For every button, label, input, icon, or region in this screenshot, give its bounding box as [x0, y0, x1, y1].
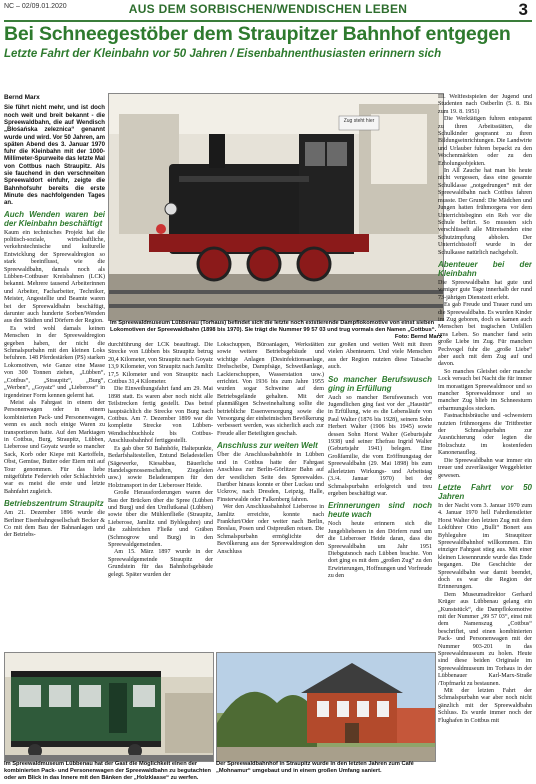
header-rule [4, 20, 532, 22]
subhead-wenden: Auch Wenden waren bei der Kleinbahn beschäftigt [4, 209, 105, 228]
column-6 [438, 94, 532, 782]
photo-credit: Foto: Bernd Marx [394, 333, 442, 340]
author-name: Bernd Marx [4, 94, 40, 101]
subhead-anschluss: Anschluss zur weiten Welt [217, 441, 318, 451]
subhead-letzte-fahrt: Letzte Fahrt vor 50 Jahren [438, 482, 532, 501]
subhead-berufswunsch: So mancher Berufswusch ging in Erfüllung [328, 374, 432, 393]
station-caption: Der Spreewaldbahnhof in Straupitz wurde in den letzten Jahren zum Café „Mohnamur“ umgebaut und in einem großen Umfang saniert. [216, 761, 414, 774]
paragraph: Noch heute erinnern sich die Jungebliebenen in den Dörfern rund um die Lieberoser Heide daran, dass die Spreewaldbahn um Jahr 1951 Diebgutsnoch nach Lübben brachte. Von dort ging es mit dem „großen Zug“ zu den Erwirterungen, Hoffnungen und Vorfreude zu den [328, 521, 432, 580]
column-3 [108, 342, 213, 640]
locomotive-illustration [109, 94, 443, 320]
paragraph: Mit der letzten Fahrt der Schmalspurbahn war aber noch nicht gänzlich mit der Spreewaldbahn Schluss. Es wurde immer noch der Flughafen in Cottbus mit [438, 688, 532, 724]
paragraph: Lokschuppen, Büroanlagen, Werkstätten sowie weitere Betriebsgebäude und wichtige Anlagen (Desinfektionsanlage, Drehscheibe, Dampfsäge, Schweißanlage, Lackierschuppen, Wasserstation usw.) errichtet. Von 1936 bis zum Jahre 1955 wurden sogar Schweine auf dem Betriebsgelände gehalten. Mit der planmäßigen Schweinehaltung sollte die betriebliche Essenversorgung sowie die Versorgung der einheimischen Bevölkerung verbessert werden, was sicherlich auch zur Freude aller Beteiligten geschah. [217, 342, 324, 437]
paragraph: So manches Gleishet oder manche Lock versuch bei Nacht die für immer im morastigen Spreewaldmoor und so mancher Spreewaldmoor und so mancher Zug blieb im Schneesturm erbarmungslos stecken. [438, 368, 532, 412]
paragraph: Die Spreewaldbahn war immer ein treuer und zuverlässiger Weggebleiter gewesen. [438, 457, 532, 479]
page-number: 3 [518, 0, 528, 19]
paragraph: In der Nacht vom 3. Januar 1970 zum 4. Januar 1970 hell Fahrdienstleiter Horst Walter den letzten Zug mit dem Lokführer Otto „Bulli“ Bonert aus Byhleguhre im Straupitzer Spreewaldbahnhof willkommen. Ein einziger Fahrgast stieg aus. Mit einer kleinen Liesennrunde wurde das Ende begangen. Die Geschichte der Spreewaldbahn war damit beendet, doch es war die Region der Erinnerungen. [438, 502, 532, 591]
paragraph: Große Herausforderungen waren der Bau der Brücken über die Spree (Lübben und Burg) und den Umflutkanal (Lübben) sowie über die Mühlenfließe (Straupitz, Lieberose, Jamlitz und Byhleguhre) und die zahlreichen Fließe und Gräben (Schmogrow und Burg) in den Spreewaldgemeinden. [108, 490, 213, 548]
paragraph: Dem Museumsdirektor Gerhard Krüger aus Lübbenau gelang ein „Kunststück“, die Dampflokomotive mit der Nummer „99 57 03“, einst mit dem Namenszug „Cottbus“ beschriftet, und einen kombinierten Pack- und Personenwagen mit der Nummer 903-201 in das Spreewaldmuseum zu holen. Heute sind diese beiden Originale im Spreewaldmuseum im Torhaus in der Lübbenauer Karl-Marx-Straße /Topfmarkt zu bestaunen. [438, 591, 532, 687]
column-4 [217, 342, 324, 640]
main-photo-caption [110, 320, 442, 340]
paragraph: Es gab über 50 Bahnhöfe, Haltepunkte, Bedarfshaltestellen, Entund Beladestellen (Sägewerke, Kiesabbau, Bäuerliche Handelsgenossenschaften, Ziegeleien usw.) sowie Beladerampen für den Holztransport in der Lieberoser Heide. [108, 445, 213, 489]
passenger-car-caption: Im Spreewaldmuseum Lübbenau hat der Gast die Möglichkeit einen der kombinierten Pack- und Personenwagen der Spreewaldbahn zu begutachten oder am Blick in das Innere mit den Bänken der „Holzklasse“ zu werfen. [4, 761, 212, 781]
column-1 [4, 94, 105, 654]
paragraph: zur großen und weiten Welt mit ihren vielen Abenteuern. Und viele Menschen aus der Region nutzten diese Tatsache auch. [328, 342, 432, 371]
paragraph: durchführung der LCK beauftragt. Die Strecke von Lübben bis Straupitz betrug 20,4 Kilometer, von Straupitz nach Goyatz 13,9 Kilometer, von Straupitz nach Jamlitz 17,5 Kilometer und von Straupitz nach Cottbus 31,4 Kilometer. [108, 342, 213, 386]
passenger-car-photo [4, 652, 214, 762]
caption-text: Im Spreewaldmuseum Lübbenau (Torhaus) befindet sich die letzte noch existierende Dampflokomotive von einst sieben Lokomotiven der Spreewaldbahn (1898 bis 1970). Sie trägt die Nummer 99 57 03 und trug vormals den Namen „Cottbus“. [110, 320, 437, 333]
paragraph: In All Zauche hat man bis heute nicht vergessen, dass eine gesamte Schulklasse „notgedrungen“ mit der Spreewaldbahn nach Cottbus fahren musste. Der Grund: Die Mädchen und Jungen hatten frühmorgens vor dem Unterrichtsbeginn ein Reh vor die Schule befürt. So mussten sich verschlüsselt alle Mitreisenden eine Schutzimpfung abholen. Der Unterrichtsstoff wurde in der Schulkasse natürlich nachgeholt. [438, 168, 532, 256]
paragraph: III. Weltfestspielen der Jugend und Studenten nach Ostberlin (5. 8. Bis zum 19. 8. 1951) [438, 94, 532, 115]
section-title: AUS DEM SORBISCHEN/WENDISCHEN LEBEN [128, 2, 408, 16]
paragraph: Fastnachtsbräuche und -schwestern nutzten frühmorgens die Trittbretter der Schmalspurbahn zur Ausnüchterung oder legten die Holzschutz im kostenfeden Kanonenaufleg. [438, 413, 532, 457]
paragraph: Am 15. März 1897 wurde in der Spreewaldgemeinde Straupitz der Grundstein für das Bahnhofsgebäude gelegt. Später wurden der [108, 549, 213, 578]
article-subheadline: Letzte Fahrt der Kleinbahn vor 50 Jahren / Eisenbahnenthusiasten erinnern sich [4, 48, 442, 60]
paragraph: Die Spreewaldbahn hat gute und weniger gute Tage innerhalb der rund 73-jährigen Dienstzeit erlebt. [438, 279, 532, 301]
subhead-abenteuer: Abenteuer bei der Kleinbahn [438, 259, 532, 278]
passenger-car-illustration [5, 653, 213, 761]
paragraph: Es wird wohl damals keinen Menschen in der Spreewaldregion gegeben haben, der nicht die Schmalspurbahn mit den kleinen Loks befuhren. 148 Pferdestärken (PS) starken Lokomotiven, wie Ganze eine Masse von 300 Tonnen ziehen, „Lübben“, „Cottbus“, „Straupitz“, „Burg“, „Werben“, „Goyatz“ und „Lieberose“ in irgendeiner Form kennen gelernt hat. [4, 325, 105, 399]
locomotive-photo [108, 93, 444, 321]
sign-zug-steht-hier: Zug steht hier [343, 118, 375, 124]
issue-date: NC – 02/09.01.2020 [4, 3, 67, 10]
station-photo [216, 652, 436, 762]
paragraph: Am 21. Dezember 1896 wurde die Berliner Eisenbahngesellschaft Becker & Co mit dem Bau der Bahnanlagen und der Betriebs- [4, 510, 105, 539]
station-illustration [217, 653, 435, 761]
column-5 [328, 342, 432, 640]
paragraph: Wer den Anschlussbahnhof Lieberose in Jamlitz erreichte, konnte nach Frankfurt/Oder oder weiter nach Berlin, Breslau, Posen und Ostpreußen reisen. Die Schmalspurbahn ermöglichte der Bevölkerung aus der Spreewaldregion den Anschluss [217, 504, 324, 555]
article-headline: Bei Schneegestöber dem Straupitzer Bahnhof entgegen [4, 23, 511, 45]
lead-paragraph: Sie führt nicht mehr, und ist doch noch weit und breit bekannt - die Spreewaldbahn, die auf Wendisch „Błośańska zeleznica“ genannt wurde und wird. Vor 50 Jahren, am späten Abend des 3. Januar 1970 fuhr die Kleinbahn mit der 1000-Millimeter-Spurweite das letzte Mal von Cottbus nach Straupitz. Als sie fauchend in den verschneiten Spreewaldort einfuhr, zeigte die Bahnhofsuhr bereits die erste Minute des nachfolgenden Tages an. [4, 104, 105, 207]
paragraph: Auch so mancher Berufswunsch von Jugendlichen ging fast vor der „Haustür“ in Erfüllung, wie es die Lebensläufe von Paul Walter (1876 bis 1928), seinem Sohn Herbert Walter (1906 bis 1945) sowie dessen Sohn Horst Walter (Geburtsjahr 1938) und seiner Ehefrau Ingrid Walter (Geburtsjahr 1941) belegen. Eine Großfamilie, die vom Eröffnungstag der Spreewaldbahn (29. Mai 1898) bis zum allerletzten Wirkungs- und Arbeitstag (3./4. Januar 1970) bei der Schmalspurbahn erfolgreich und treu ergeben beschäftigt war. [328, 394, 432, 497]
paragraph: Die Werktätigen fuhren entspannt zu ihren Arbeitsstätten, die Schulkinder gesprannt zu ihren Bildungseinrichtungen. Die Landwirte und Urlauber fuhren bepackt zu den Wochenmärkten oder zu den Erholungsobjekten. [438, 116, 532, 167]
subhead-straupitz: Betriebszentrum Straupitz [4, 499, 104, 509]
paragraph: Kaum ein technisches Projekt hat die politisch-soziale, wirtschaftliche, verkehrstechnische und kulturelle Entwicklung der Spreewaldregion so stark beeinflusst, wie die Spreewaldbahn, damals noch als Lübben-Cottbuser Kreisbahnen (LCK) bekannt. Mehrere tausend Arbeiterinnen und Arbeiter, Facharbeiter, Techniker, Meister, Angestellte und Beamte waren bei der Spreewaldbahn beschäftigt, darunter auch hunderte Sorben/Wenden aus den Städten und Dörfern der Region. [4, 229, 105, 325]
paragraph: Die Einweihungsfahrt fand am 29. Mai 1898 statt. Es waren aber noch nicht alle Teilstrecken fertig gestellt. Das betraf hauptsächlich die Strecke von Burg nach Cottbus. Am 7. Dezember 1899 war die komplette Strecke von Lübben-Wendischbuchholz bis Cottbus-Anschlussbahnhof fertiggestellt. [108, 386, 213, 445]
paragraph: Es gab Freude und Trauer rund um die Spreewaldbahn. Es wurden Kinder im Zug geboren, doch es kamen auch Menschen bei tragischen Unfällen ums Leben. So mancher fand sein große Liebe im Zug. Für manchen Pechvogel fuhr die „große Liebe“ aber auch mit dem Zug auf und davon. [438, 302, 532, 368]
subhead-erinnerungen: Erinnerungen sind noch heute wach [328, 501, 432, 520]
paragraph: Über die Anschlussbahnhöfe in Lübben und in Cottbus hatte der Fahrgast Anschluss zur Berlin-Görlitzer Bahn auf der westlichen Seite des Spreewaldes. Darüber hinaus konnte er über Luckau und Uckrow, nach Dresden, Leipzig, Halle, Finsterwalde oder Falkenberg fahren. [217, 452, 324, 503]
paragraph: Meist als Fahrgast in einem der Personenwagen oder in einem kombinierten Pack- und Personenwagen, wenn es auch noch einige Waren zu transportieren hatte. Auf den Marktagen in Cottbus, Burg, Straupitz, Lübben, Lieberose und Goyatz wurde so mancher Sack, Korb oder Kiepe mit Kartoffeln, Obst, Gemüse, Butter oder Eiern mit auf Tour genommen. Für das liebe mitgeführte Federvieh oder Schlachtvieh war es meist die erste und letzte Bahnfahrt zugleich. [4, 399, 105, 495]
